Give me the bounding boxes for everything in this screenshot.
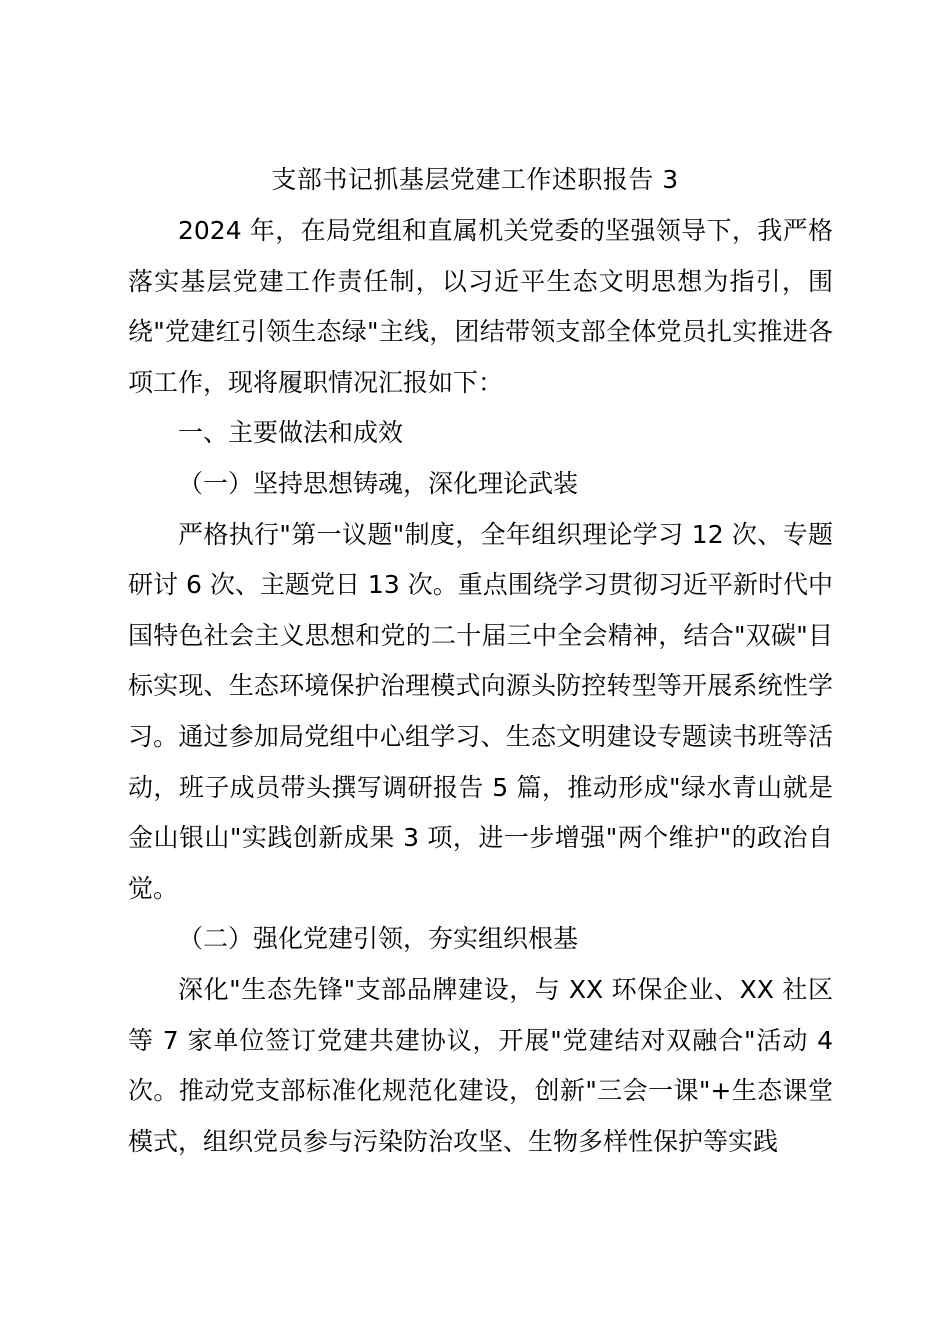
subsection-paragraph-2: 深化"生态先锋"支部品牌建设，与 XX 环保企业、XX 社区等 7 家单位签订党建共建协议，开展"党建结对双融合"活动 4 次。推动党支部标准化规范化建设，创新"三会一课"+生态课堂模式，组织党员参与污染防治攻坚、生物多样性保护等实践 bbox=[128, 974, 833, 1156]
document-title: 支部书记抓基层党建工作述职报告 3 bbox=[271, 165, 679, 194]
document-body bbox=[128, 206, 833, 1167]
subsection-heading-2: （二）强化党建引领，夯实组织根基 bbox=[178, 924, 579, 954]
section-heading-1: 一、主要做法和成效 bbox=[178, 418, 404, 448]
subsection-heading-1: （一）坚持思想铸魂，深化理论武装 bbox=[178, 468, 579, 498]
intro-paragraph: 2024 年，在局党组和直属机关党委的坚强领导下，我严格落实基层党建工作责任制，以习近平生态文明思想为指引，围绕"党建红引领生态绿"主线，团结带领支部全体党员扎实推进各项工作，现将履职情况汇报如下： bbox=[128, 216, 833, 397]
subsection-paragraph-1: 严格执行"第一议题"制度，全年组织理论学习 12 次、专题研讨 6 次、主题党日 13 次。重点围绕学习贯彻习近平新时代中国特色社会主义思想和党的二十届三中全会精神，结合"双碳"目标实现、生态环境保护治理模式向源头防控转型等开展系统性学习。通过参加局党组中心组学习、生态文明建设专题读书班等活动，班子成员带头撰写调研报告 5 篇，推动形成"绿水青山就是金山银山"实践创新成果 3 项，进一步增强"两个维护"的政治自觉。 bbox=[128, 519, 833, 903]
